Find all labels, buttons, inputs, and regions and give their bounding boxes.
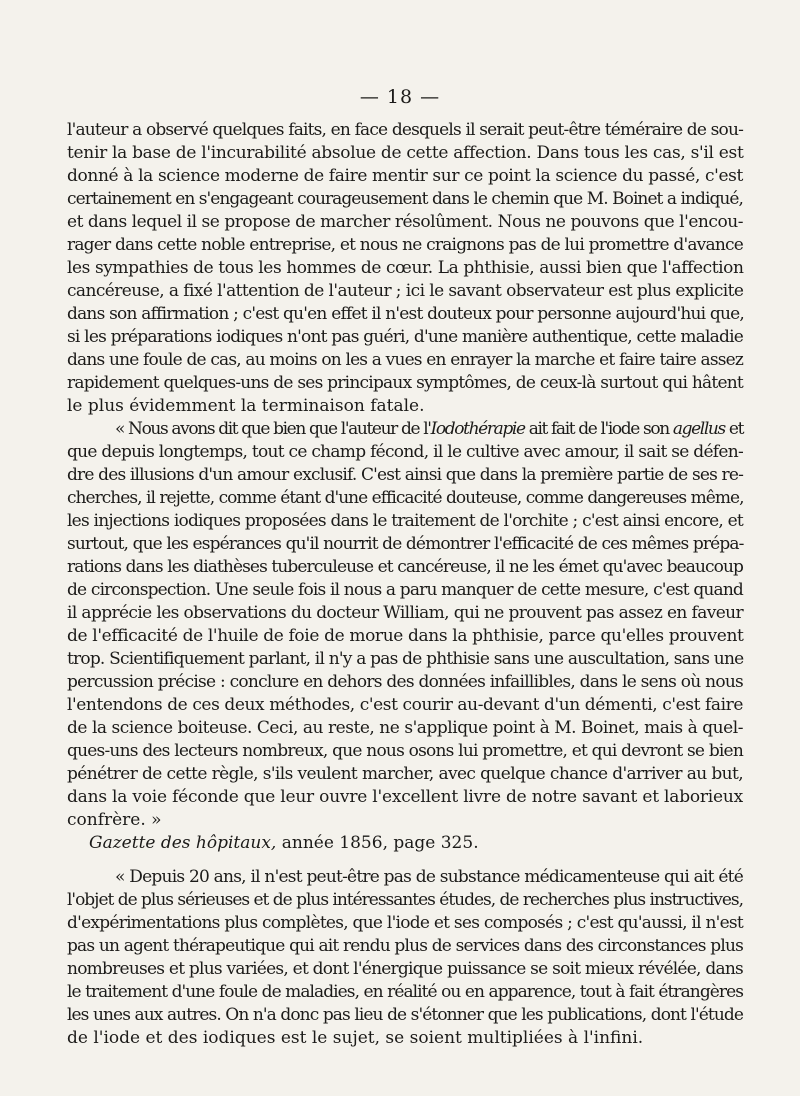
paragraph-2 <box>67 418 743 832</box>
paragraph-3 <box>67 866 743 1050</box>
text-line: l'objet de plus sérieuses et de plus intéressantes études, de recherches plus instructives, <box>67 890 743 910</box>
text-line: cancéreuse, a fixé l'attention de l'auteur ; ici le savant observateur est plus explicite <box>67 281 744 301</box>
text-line: les unes aux autres. On n'a donc pas lieu de s'étonner que les publications, dont l'étude <box>67 1005 743 1025</box>
journal-reference <box>89 832 479 855</box>
text-line: rapidement quelques-uns de ses principaux symptômes, de ceux-là surtout qui hâtent <box>67 373 743 393</box>
text-line: que depuis longtemps, tout ce champ fécond, il le cultive avec amour, il sait se défen- <box>67 442 743 462</box>
text-line: l'entendons de ces deux méthodes, c'est courir au-devant d'un démenti, c'est faire <box>67 695 743 715</box>
text-line: le plus évidemment la terminaison fatale. <box>67 396 425 416</box>
text-line: percussion précise : conclure en dehors des données infaillibles, dans le sens où nous <box>67 672 743 692</box>
text-line: le traitement d'une foule de maladies, en réalité ou en apparence, tout à fait étrangères <box>67 982 743 1002</box>
text-line: d'expérimentations plus complètes, que l'iode et ses composés ; c'est qu'aussi, il n'est <box>67 913 743 933</box>
text-line: de l'iode et des iodiques est le sujet, se soient multipliées à l'infini. <box>67 1028 644 1048</box>
text-line: les sympathies de tous les hommes de cœur. La phthisie, aussi bien que l'affection <box>67 258 744 278</box>
text-line: pas un agent thérapeutique qui ait rendu plus de services dans des circonstances plus <box>67 936 743 956</box>
text-line: confrère. » <box>67 810 162 830</box>
text-segment: ait fait de l'iode son <box>524 419 673 439</box>
text-line: et dans lequel il se propose de marcher résolûment. Nous ne pouvons que l'encou- <box>67 212 743 232</box>
text-line: surtout, que les espérances qu'il nourrit de démontrer l'efficacité de ces mêmes prépa- <box>67 534 744 554</box>
text-line: il apprécie les observations du docteur William, qui ne prouvent pas assez en faveur <box>67 603 743 623</box>
text-line: nombreuses et plus variées, et dont l'énergique puissance se soit mieux révélée, dans <box>67 959 743 979</box>
text-segment: « Nous avons dit que bien que l'auteur de l' <box>115 419 431 439</box>
text-line: pénétrer de cette règle, s'ils veulent marcher, avec quelque chance d'arriver au but, <box>67 764 743 784</box>
text-line: donné à la science moderne de faire mentir sur ce point la science du passé, c'est <box>67 166 743 186</box>
page-number: — 18 — <box>359 86 441 108</box>
text-line: « Depuis 20 ans, il n'est peut-être pas de substance médicamenteuse qui ait été <box>115 867 743 887</box>
text-line: cherches, il rejette, comme étant d'une efficacité douteuse, comme dangereuses même, <box>67 488 744 508</box>
text-line: l'auteur a observé quelques faits, en face desquels il serait peut-être téméraire de sou- <box>67 120 743 140</box>
text-line <box>67 418 743 441</box>
latin-term: agellus <box>672 419 725 439</box>
text-line: de circonspection. Une seule fois il nous a paru manquer de cette mesure, c'est quand <box>67 580 743 600</box>
text-line: tenir la base de l'incurabilité absolue de cette affection. Dans tous les cas, s'il est <box>67 143 744 163</box>
text-line: rager dans cette noble entreprise, et nous ne craignons pas de lui promettre d'avance <box>67 235 743 255</box>
journal-title: Gazette des hôpitaux, <box>89 833 277 853</box>
text-line: les injections iodiques proposées dans le traitement de l'orchite ; c'est ainsi encore, et <box>67 511 743 531</box>
text-line: si les préparations iodiques n'ont pas guéri, d'une manière authentique, cette maladie <box>67 327 744 347</box>
book-title: Iodothérapie <box>430 419 525 439</box>
text-line: rations dans les diathèses tuberculeuse et cancéreuse, il ne les émet qu'avec beaucoup <box>67 557 743 577</box>
text-line: de l'efficacité de l'huile de foie de morue dans la phthisie, parce qu'elles prouvent <box>67 626 744 646</box>
text-line: de la science boiteuse. Ceci, au reste, ne s'applique point à M. Boinet, mais à quel- <box>67 718 743 738</box>
text-line: dans une foule de cas, au moins on les a vues en enrayer la marche et faire taire assez <box>67 350 744 370</box>
text-line: ques-uns des lecteurs nombreux, que nous osons lui promettre, et qui devront se bien <box>67 741 743 761</box>
text-line: trop. Scientifiquement parlant, il n'y a pas de phthisie sans une auscultation, sans une <box>67 649 744 669</box>
text-segment: et <box>724 419 744 439</box>
text-line: certainement en s'engageant courageusement dans le chemin que M. Boinet a indiqué, <box>67 189 743 209</box>
text-line: dans son affirmation ; c'est qu'en effet il n'est douteux pour personne aujourd'hui que, <box>67 304 745 324</box>
reference-details: année 1856, page 325. <box>276 833 479 853</box>
text-line: dans la voie féconde que leur ouvre l'excellent livre de notre savant et laborieux <box>67 787 743 807</box>
paragraph-1 <box>67 119 743 418</box>
text-line: dre des illusions d'un amour exclusif. C'est ainsi que dans la première partie de ses re- <box>67 465 743 485</box>
